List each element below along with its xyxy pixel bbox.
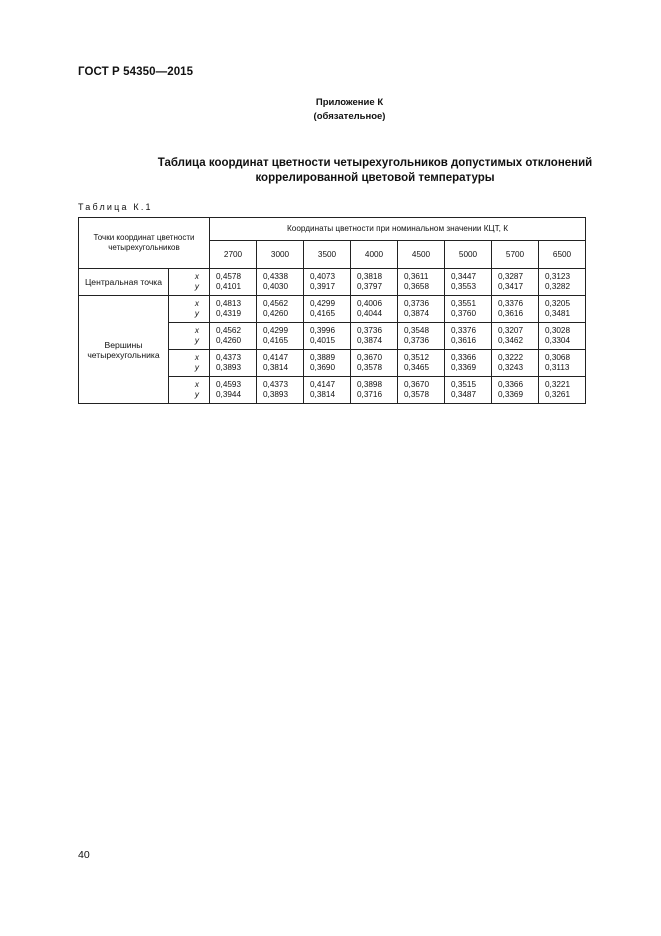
- coordinate-x: 0,3548: [404, 326, 430, 335]
- coordinate-x: 0,3376: [451, 326, 477, 335]
- coordinate-cell: [539, 296, 586, 323]
- coordinate-y: 0,4165: [263, 336, 289, 345]
- coordinate-x: 0,4373: [263, 380, 289, 389]
- coordinate-cell: [304, 377, 351, 404]
- coordinate-x: 0,3670: [404, 380, 430, 389]
- coordinate-y: 0,4319: [216, 309, 242, 318]
- coordinate-x: 0,3222: [498, 353, 524, 362]
- coordinate-y: 0,3578: [357, 363, 383, 372]
- coordinate-x: 0,3512: [404, 353, 430, 362]
- coordinate-cell: [445, 269, 492, 296]
- coordinate-x: 0,3068: [545, 353, 571, 362]
- coordinate-x: 0,4299: [310, 299, 336, 308]
- coordinate-y: 0,3874: [404, 309, 430, 318]
- axis-label-x: x: [194, 299, 199, 308]
- coordinate-y: 0,3797: [357, 282, 383, 291]
- coordinate-y: 0,4044: [357, 309, 383, 318]
- temperature-header: 4000: [351, 241, 398, 269]
- coordinate-cell: [351, 296, 398, 323]
- coordinate-y: 0,3716: [357, 390, 383, 399]
- axis-label-x: x: [194, 380, 199, 389]
- axis-label-y: y: [194, 336, 199, 345]
- coordinate-y: 0,3736: [404, 336, 430, 345]
- coordinate-y: 0,3553: [451, 282, 477, 291]
- table-title-line2: коррелированной цветовой температуры: [255, 172, 495, 184]
- coordinate-x: 0,4006: [357, 299, 383, 308]
- coordinate-y: 0,3261: [545, 390, 571, 399]
- vertices-label: Вершины четырехугольника: [79, 296, 169, 404]
- coordinate-x: 0,3889: [310, 353, 336, 362]
- coordinate-cell: [304, 323, 351, 350]
- coordinate-y: 0,3487: [451, 390, 477, 399]
- coordinate-y: 0,4015: [310, 336, 336, 345]
- coordinate-x: 0,3376: [498, 299, 524, 308]
- coordinate-y: 0,3814: [263, 363, 289, 372]
- header-points: Точки координат цветности четырехугольников: [79, 218, 210, 269]
- coordinate-cell: [398, 296, 445, 323]
- coordinate-cell: [492, 269, 539, 296]
- coordinate-cell: [445, 296, 492, 323]
- axis-label-x: x: [194, 326, 199, 335]
- axis-label-x: x: [194, 272, 199, 281]
- coordinate-y: 0,3304: [545, 336, 571, 345]
- coordinate-cell: [539, 350, 586, 377]
- temperature-header: 5000: [445, 241, 492, 269]
- coordinate-x: 0,4578: [216, 272, 242, 281]
- coordinate-y: 0,3893: [216, 363, 242, 372]
- coordinate-cell: [539, 377, 586, 404]
- coordinate-cell: [304, 350, 351, 377]
- coordinate-y: 0,3893: [263, 390, 289, 399]
- coordinate-x: 0,3898: [357, 380, 383, 389]
- coordinate-cell: [257, 269, 304, 296]
- coordinate-x: 0,3515: [451, 380, 477, 389]
- coordinate-y: 0,3944: [216, 390, 242, 399]
- coordinate-x: 0,4373: [216, 353, 242, 362]
- coordinate-cell: [210, 350, 257, 377]
- document-code: ГОСТ Р 54350—2015: [78, 66, 194, 78]
- header-coordinates: Координаты цветности при номинальном значении КЦТ, К: [210, 218, 586, 241]
- coordinate-cell: [445, 377, 492, 404]
- coordinate-cell: [257, 350, 304, 377]
- temperature-header: 2700: [210, 241, 257, 269]
- axis-labels: [169, 377, 210, 404]
- appendix-title: Приложение К: [315, 97, 384, 108]
- coordinate-x: 0,4813: [216, 299, 242, 308]
- coordinate-x: 0,4299: [263, 326, 289, 335]
- axis-label-y: y: [194, 390, 199, 399]
- coordinate-y: 0,3874: [357, 336, 383, 345]
- axis-label-y: y: [194, 309, 199, 318]
- coordinate-x: 0,3123: [545, 272, 571, 281]
- coordinate-cell: [351, 323, 398, 350]
- appendix-status: (обязательное): [313, 110, 386, 122]
- coordinate-y: 0,3690: [310, 363, 336, 372]
- coordinate-x: 0,3205: [545, 299, 571, 308]
- coordinate-x: 0,4562: [263, 299, 289, 308]
- coordinate-y: 0,3616: [498, 309, 524, 318]
- coordinate-y: 0,3578: [404, 390, 430, 399]
- temperature-header: 3000: [257, 241, 304, 269]
- axis-label-y: y: [194, 282, 199, 291]
- coordinate-x: 0,4147: [310, 380, 336, 389]
- temperature-header: 6500: [539, 241, 586, 269]
- temperature-header: 5700: [492, 241, 539, 269]
- axis-labels: [169, 323, 210, 350]
- coordinate-y: 0,4030: [263, 282, 289, 291]
- coordinate-cell: [210, 377, 257, 404]
- coordinate-y: 0,3616: [451, 336, 477, 345]
- coordinate-x: 0,3366: [498, 380, 524, 389]
- coordinate-cell: [351, 269, 398, 296]
- coordinate-y: 0,3814: [310, 390, 336, 399]
- chromaticity-table: [78, 217, 586, 404]
- temperature-header: 4500: [398, 241, 445, 269]
- coordinate-y: 0,4101: [216, 282, 242, 291]
- coordinate-y: 0,3658: [404, 282, 430, 291]
- coordinate-cell: [257, 296, 304, 323]
- coordinate-y: 0,3243: [498, 363, 524, 372]
- coordinate-x: 0,3551: [451, 299, 477, 308]
- coordinate-y: 0,4260: [263, 309, 289, 318]
- appendix-heading: [0, 96, 661, 123]
- coordinate-x: 0,3996: [310, 326, 336, 335]
- coordinate-x: 0,3736: [357, 326, 383, 335]
- coordinate-x: 0,4073: [310, 272, 336, 281]
- coordinate-cell: [257, 323, 304, 350]
- axis-labels: [169, 269, 210, 296]
- coordinate-cell: [539, 269, 586, 296]
- coordinate-x: 0,3818: [357, 272, 383, 281]
- coordinate-y: 0,3369: [498, 390, 524, 399]
- table-label: Таблица К.1: [78, 202, 153, 212]
- coordinate-y: 0,3917: [310, 282, 336, 291]
- center-point-label: Центральная точка: [79, 269, 169, 296]
- coordinate-cell: [492, 323, 539, 350]
- axis-labels: [169, 350, 210, 377]
- coordinate-y: 0,3465: [404, 363, 430, 372]
- coordinate-x: 0,4338: [263, 272, 289, 281]
- page-number: 40: [78, 849, 90, 861]
- coordinate-cell: [539, 323, 586, 350]
- coordinate-cell: [492, 296, 539, 323]
- coordinate-cell: [398, 377, 445, 404]
- table-title-line1: Таблица координат цветности четырехугольников допустимых отклонений: [157, 157, 593, 169]
- coordinate-cell: [445, 350, 492, 377]
- coordinate-x: 0,3670: [357, 353, 383, 362]
- coordinate-y: 0,3282: [545, 282, 571, 291]
- coordinate-y: 0,4260: [216, 336, 242, 345]
- coordinate-y: 0,3462: [498, 336, 524, 345]
- coordinate-cell: [398, 350, 445, 377]
- coordinate-cell: [210, 323, 257, 350]
- coordinate-cell: [398, 323, 445, 350]
- coordinate-cell: [351, 377, 398, 404]
- table-row: [79, 296, 586, 323]
- coordinate-y: 0,3760: [451, 309, 477, 318]
- coordinate-cell: [210, 269, 257, 296]
- coordinate-y: 0,3481: [545, 309, 571, 318]
- table-title: [90, 156, 660, 186]
- coordinate-y: 0,4165: [310, 309, 336, 318]
- table-body: [79, 269, 586, 404]
- table-row: [79, 269, 586, 296]
- coordinate-x: 0,3287: [498, 272, 524, 281]
- coordinate-cell: [398, 269, 445, 296]
- coordinate-cell: [492, 350, 539, 377]
- axis-label-x: x: [194, 353, 199, 362]
- coordinate-x: 0,3028: [545, 326, 571, 335]
- coordinate-y: 0,3369: [451, 363, 477, 372]
- coordinate-x: 0,4593: [216, 380, 242, 389]
- coordinate-cell: [210, 296, 257, 323]
- coordinate-x: 0,4562: [216, 326, 242, 335]
- coordinate-x: 0,3221: [545, 380, 571, 389]
- coordinate-x: 0,3207: [498, 326, 524, 335]
- coordinate-y: 0,3417: [498, 282, 524, 291]
- coordinate-x: 0,3447: [451, 272, 477, 281]
- coordinate-cell: [257, 377, 304, 404]
- coordinate-cell: [492, 377, 539, 404]
- coordinate-x: 0,4147: [263, 353, 289, 362]
- coordinate-cell: [445, 323, 492, 350]
- coordinate-x: 0,3366: [451, 353, 477, 362]
- coordinate-x: 0,3611: [404, 272, 429, 281]
- axis-label-y: y: [194, 363, 199, 372]
- coordinate-x: 0,3736: [404, 299, 430, 308]
- coordinate-cell: [304, 296, 351, 323]
- temperature-header: 3500: [304, 241, 351, 269]
- coordinate-cell: [351, 350, 398, 377]
- axis-labels: [169, 296, 210, 323]
- coordinate-y: 0,3113: [545, 363, 570, 372]
- coordinate-cell: [304, 269, 351, 296]
